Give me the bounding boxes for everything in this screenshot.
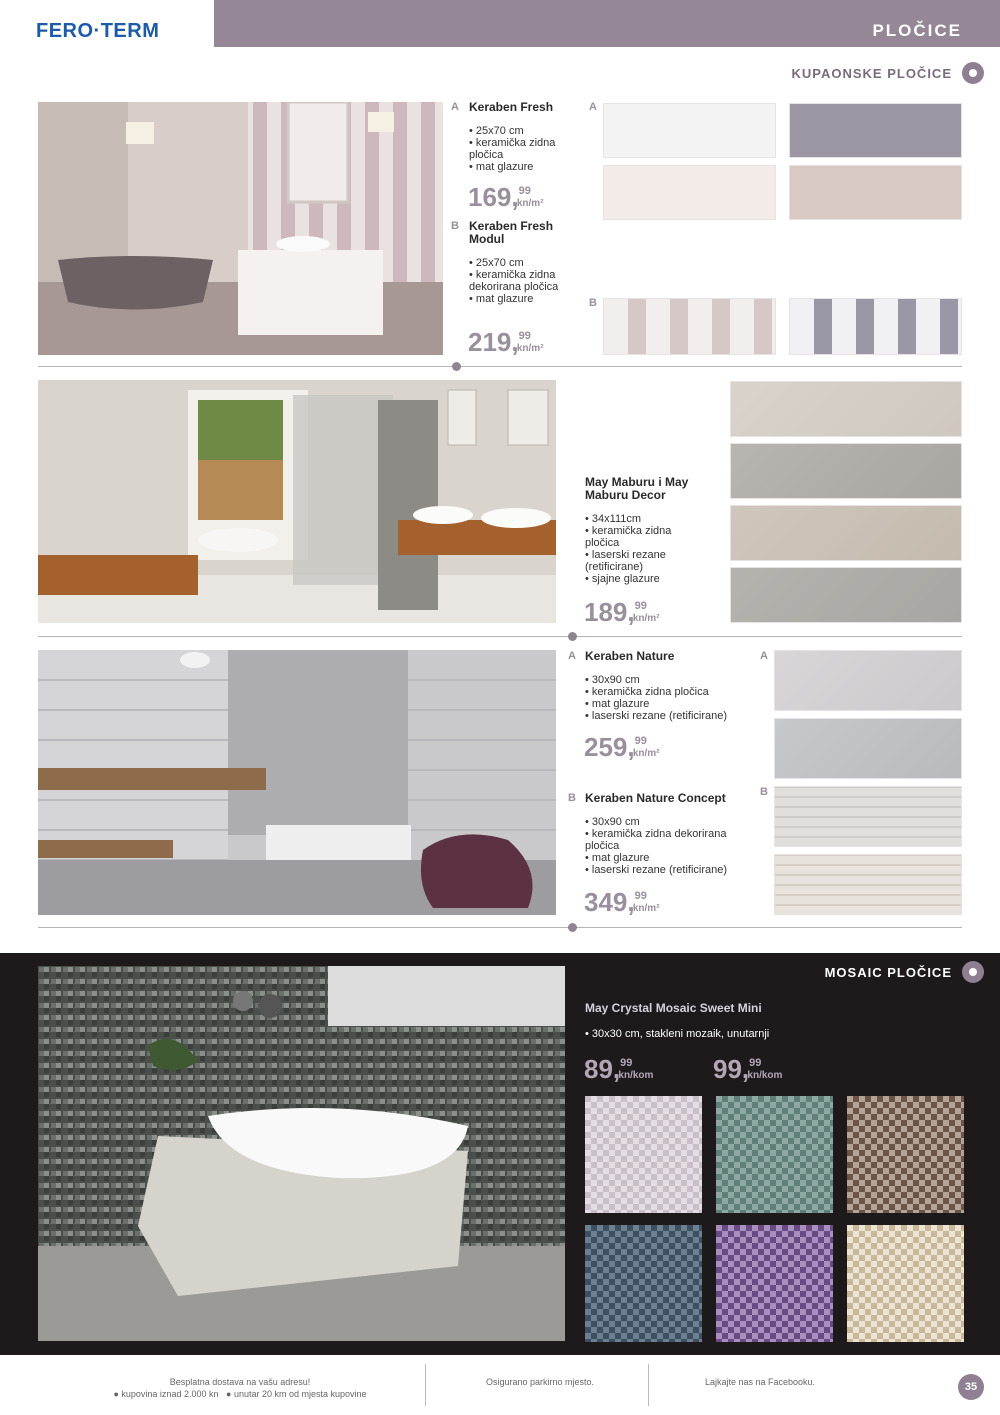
fresh-a-specs — [469, 125, 584, 173]
spec-item: • 25x70 cm — [469, 257, 524, 269]
tile-fresh-white — [603, 103, 776, 158]
spec-item: • 25x70 cm — [469, 125, 524, 137]
footer-delivery-title: Besplatna dostava na vašu adresu! — [169, 1377, 311, 1387]
tile-mosaic-pink — [585, 1096, 702, 1213]
footer-delivery — [110, 1376, 370, 1400]
photo-bathroom-maburu — [38, 380, 556, 623]
tile-fresh-ivory — [603, 165, 776, 220]
maburu-name: May Maburu i May Maburu Decor — [585, 475, 689, 502]
mosaic-price-1: 89,99kn/kom — [584, 1054, 654, 1084]
section-bullet-icon — [962, 961, 984, 983]
divider-dot — [452, 362, 461, 371]
nature-tiles-a-letter: A — [760, 650, 768, 662]
spec-item: • keramička zidna pločica — [585, 686, 709, 698]
nature-a-name: Keraben Nature — [585, 649, 675, 663]
fresh-b-specs — [469, 257, 584, 305]
fresh-tiles-b-letter: B — [589, 297, 597, 309]
mosaic-spec: • 30x30 cm, stakleni mozaik, unutarnji — [585, 1028, 770, 1040]
tile-fresh-modul-grey — [789, 298, 962, 355]
tile-maburu-1 — [730, 381, 962, 437]
tile-mosaic-teal — [716, 1096, 833, 1213]
footer-facebook[interactable]: Lajkajte nas na Facebooku. — [704, 1377, 816, 1387]
photo-bathroom-mosaic — [38, 966, 565, 1341]
maburu-specs — [585, 513, 695, 585]
footer-separator — [648, 1364, 649, 1406]
divider-dot — [568, 632, 577, 641]
row-divider — [38, 927, 962, 928]
section-label-mosaic: MOSAIC PLOČICE — [824, 965, 952, 980]
nature-b-letter: B — [568, 792, 576, 804]
row-divider — [38, 366, 962, 367]
nature-a-price: 259,99kn/m² — [584, 732, 660, 762]
spec-item: • 30x90 cm — [585, 816, 640, 828]
nature-a-letter: A — [568, 650, 576, 662]
spec-item: • laserski rezane (retificirane) — [585, 864, 728, 876]
mosaic-name: May Crystal Mosaic Sweet Mini — [585, 1001, 762, 1015]
tile-mosaic-cream — [847, 1225, 964, 1342]
tile-fresh-beige — [789, 165, 962, 220]
fresh-b-price: 219,99kn/m² — [468, 327, 544, 357]
tile-mosaic-blue — [585, 1225, 702, 1342]
spec-item: • laserski rezane (retificirane) — [585, 710, 728, 722]
fresh-b-name: Keraben Fresh Modul — [469, 219, 554, 246]
fresh-tiles-a-letter: A — [589, 101, 597, 113]
divider-dot — [568, 923, 577, 932]
tile-nature-2 — [774, 718, 962, 779]
spec-item: • laserski rezane (retificirane) — [585, 549, 666, 573]
tile-nature-concept-2 — [774, 854, 962, 915]
tile-nature-1 — [774, 650, 962, 711]
tile-fresh-modul-beige — [603, 298, 776, 355]
mosaic-price-2: 99,99kn/kom — [713, 1054, 783, 1084]
fresh-a-name: Keraben Fresh — [469, 100, 554, 114]
tile-maburu-4 — [730, 567, 962, 623]
photo-bathroom-nature — [38, 650, 556, 915]
spec-item: • keramička zidna dekorirana pločica — [585, 828, 727, 852]
fresh-b-letter: B — [451, 220, 459, 232]
tile-mosaic-brown — [847, 1096, 964, 1213]
spec-item: • mat glazure — [469, 293, 534, 305]
fresh-a-price: 169,99kn/m² — [468, 182, 544, 212]
spec-item: • keramička zidna pločica — [585, 525, 672, 549]
section-label-bathroom: KUPAONSKE PLOČICE — [791, 66, 952, 81]
tile-maburu-3 — [730, 505, 962, 561]
spec-item: • 30x90 cm — [585, 674, 640, 686]
tile-nature-concept-1 — [774, 786, 962, 847]
footer-parking: Osigurano parkirno mjesto. — [485, 1377, 595, 1387]
page-number: 35 — [958, 1374, 984, 1400]
spec-item: • mat glazure — [469, 161, 534, 173]
page-title: PLOČICE — [872, 21, 962, 40]
row-divider — [38, 636, 962, 637]
section-bullet-icon — [962, 62, 984, 84]
nature-tiles-b-letter: B — [760, 786, 768, 798]
footer-separator — [425, 1364, 426, 1406]
spec-item: • mat glazure — [585, 852, 650, 864]
footer-delivery-conditions: ● kupovina iznad 2.000 kn ● unutar 20 km od mjesta kupovine — [113, 1389, 367, 1399]
spec-item: • 34x111cm — [585, 513, 642, 525]
tile-maburu-2 — [730, 443, 962, 499]
spec-item: • sjajne glazure — [585, 573, 660, 585]
spec-item: • keramička zidna dekorirana pločica — [469, 269, 559, 293]
tile-mosaic-purple — [716, 1225, 833, 1342]
nature-b-price: 349,99kn/m² — [584, 887, 660, 917]
nature-b-name: Keraben Nature Concept — [585, 791, 726, 805]
brand-logo: FERO·TERM — [36, 20, 160, 42]
maburu-price: 189,99kn/m² — [584, 597, 660, 627]
nature-a-specs — [585, 674, 745, 722]
nature-b-specs — [585, 816, 735, 876]
fresh-a-letter: A — [451, 101, 459, 113]
spec-item: • mat glazure — [585, 698, 650, 710]
photo-bathroom-fresh — [38, 102, 443, 355]
tile-fresh-grey — [789, 103, 962, 158]
spec-item: • keramička zidna pločica — [469, 137, 556, 161]
